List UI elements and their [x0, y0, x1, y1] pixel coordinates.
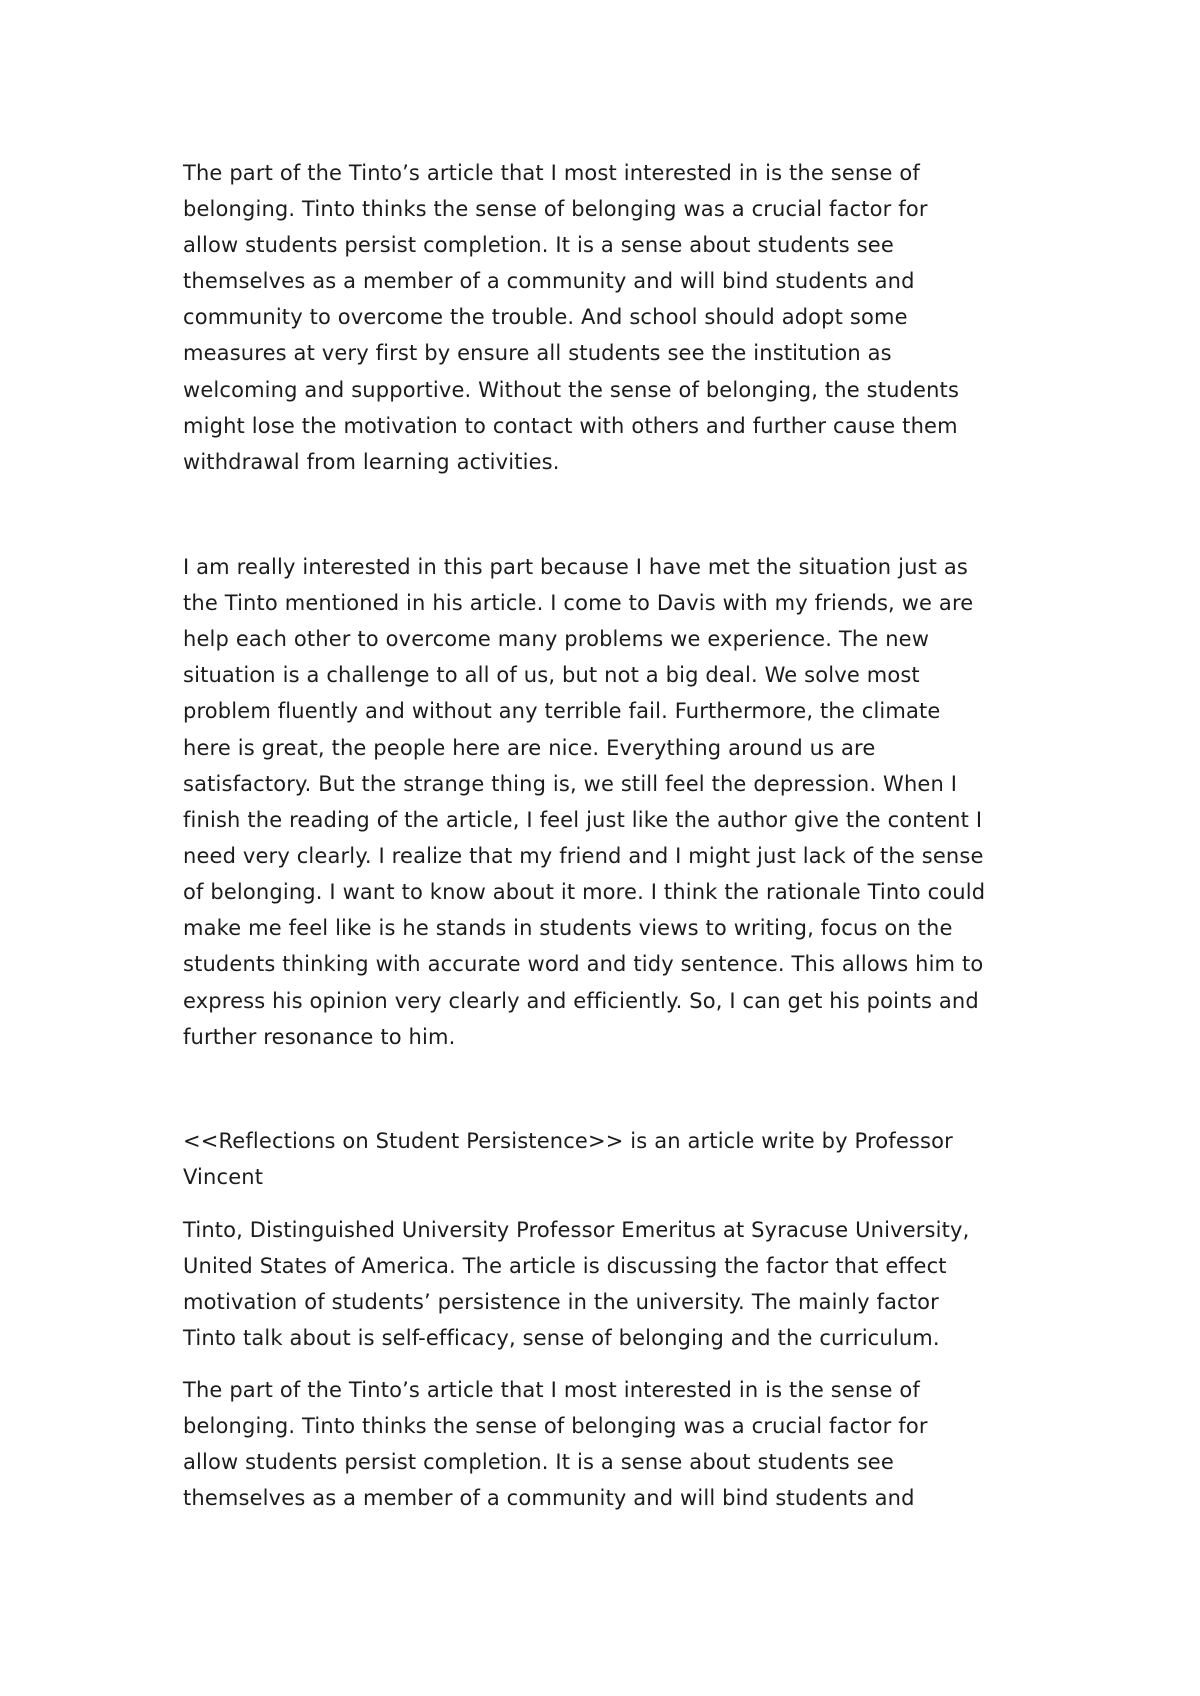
text-line: <<Reflections on Student Persistence>> is an article write by Professor [183, 1129, 953, 1153]
text-line: problem fluently and without any terrible fail. Furthermore, the climate [183, 699, 941, 723]
text-line: further resonance to him. [183, 1025, 456, 1049]
text-line: Tinto, Distinguished University Professor Emeritus at Syracuse University, [183, 1218, 970, 1242]
text-line: welcoming and supportive. Without the sense of belonging, the students [183, 378, 960, 402]
text-line: of belonging. I want to know about it more. I think the rationale Tinto could [183, 880, 986, 904]
text-line: withdrawal from learning activities. [183, 450, 560, 474]
text-line: measures at very first by ensure all students see the institution as [183, 341, 892, 365]
text-line: allow students persist completion. It is a sense about students see [183, 1450, 894, 1474]
text-line: Vincent [183, 1165, 264, 1189]
text-line: belonging. Tinto thinks the sense of belonging was a crucial factor for [183, 197, 928, 221]
text-line: here is great, the people here are nice. Everything around us are [183, 736, 876, 760]
text-line: The part of the Tinto’s article that I most interested in is the sense of [183, 161, 920, 185]
text-line: finish the reading of the article, I feel just like the author give the content I [183, 808, 983, 832]
text-line: Tinto talk about is self-efficacy, sense of belonging and the curriculum. [183, 1326, 940, 1350]
text-line: help each other to overcome many problems we experience. The new [183, 627, 930, 651]
text-line: themselves as a member of a community and will bind students and [183, 1486, 915, 1510]
text-line: themselves as a member of a community and will bind students and [183, 269, 915, 293]
text-line: the Tinto mentioned in his article. I come to Davis with my friends, we are [183, 591, 974, 615]
text-line: might lose the motivation to contact with others and further cause them [183, 414, 958, 438]
text-line: I am really interested in this part because I have met the situation just as [183, 555, 968, 579]
text-line: motivation of students’ persistence in the university. The mainly factor [183, 1290, 939, 1314]
text-line: United States of America. The article is discussing the factor that effect [183, 1254, 947, 1278]
text-line: allow students persist completion. It is a sense about students see [183, 233, 894, 257]
text-line: belonging. Tinto thinks the sense of belonging was a crucial factor for [183, 1414, 928, 1438]
text-line: satisfactory. But the strange thing is, we still feel the depression. When I [183, 772, 958, 796]
text-line: community to overcome the trouble. And school should adopt some [183, 305, 908, 329]
text-line: express his opinion very clearly and efficiently. So, I can get his points and [183, 989, 979, 1013]
text-line: students thinking with accurate word and tidy sentence. This allows him to [183, 952, 984, 976]
text-line: The part of the Tinto’s article that I most interested in is the sense of [183, 1378, 920, 1402]
text-line: make me feel like is he stands in students views to writing, focus on the [183, 916, 953, 940]
text-line: situation is a challenge to all of us, but not a big deal. We solve most [183, 663, 920, 687]
text-line: need very clearly. I realize that my friend and I might just lack of the sense [183, 844, 984, 868]
